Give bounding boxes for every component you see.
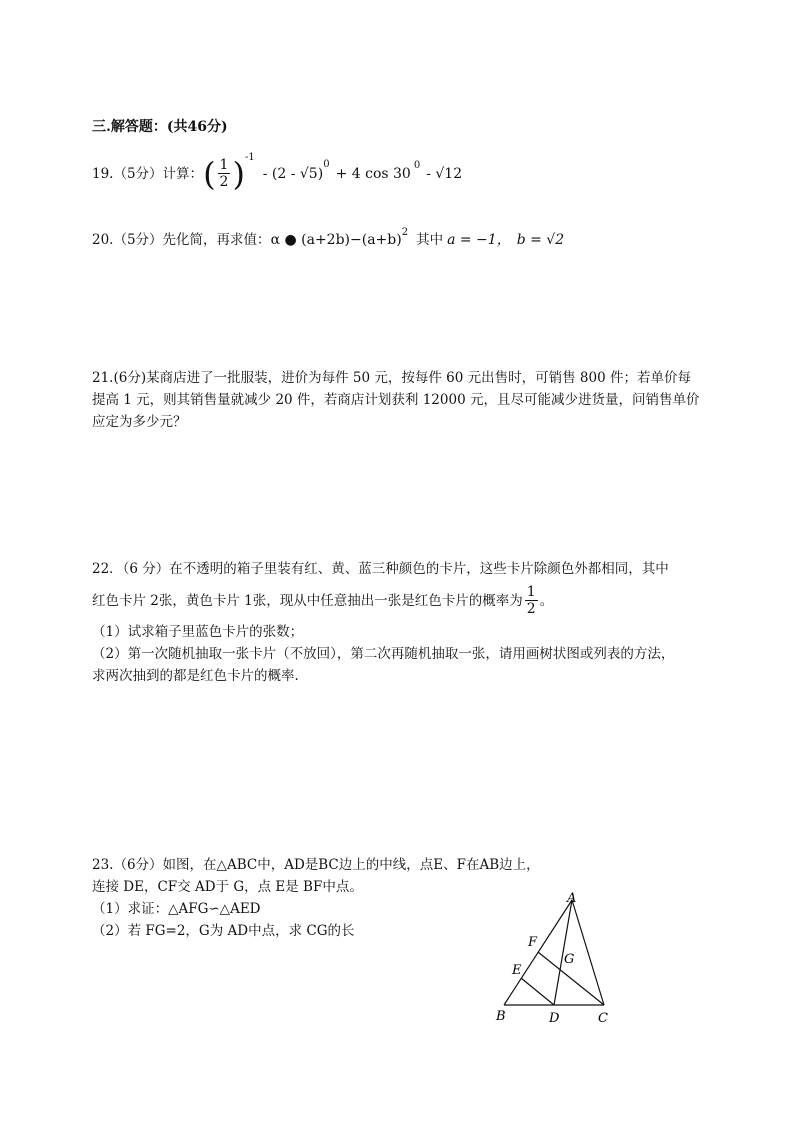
q22-line-1: 22．（6 分）在不透明的箱子里装有红、黄、蓝三种颜色的卡片，这些卡片除颜色外都相同，其中 xyxy=(92,561,669,577)
q23-line-2: 连接 DE，CF交 AD于 G，点 E是 BF中点。 xyxy=(92,879,363,895)
q23-line-1: 23.（6分）如图，在△ABC中，AD是BC边上的中线，点E、F在AB边上， xyxy=(92,857,540,873)
q19-fraction xyxy=(218,157,231,190)
question-19 xyxy=(92,151,463,193)
q19-frac-numerator: 1 xyxy=(219,157,229,173)
q19-term-3: + 4 cos 30 xyxy=(335,165,411,182)
q22-sub-1: （1）试求箱子里蓝色卡片的张数； xyxy=(92,624,304,640)
label-d: D xyxy=(549,1011,560,1026)
q22-line-2-suffix: 。 xyxy=(539,592,554,609)
label-f: F xyxy=(528,935,538,950)
q22-line-2 xyxy=(92,584,553,617)
q20-prefix: 20.（5分）先化简，再求值： xyxy=(92,232,271,248)
label-e: E xyxy=(512,963,522,978)
label-b: B xyxy=(496,1009,506,1024)
q19-frac-denominator: 2 xyxy=(219,174,229,190)
side-ac xyxy=(572,900,604,1005)
q20-condition-a: a = −1， xyxy=(447,232,511,248)
q22-frac-denominator: 2 xyxy=(526,601,536,617)
q20-condition-label: 其中 xyxy=(416,232,444,248)
q21-line-1: 21.(6分)某商店进了一批服装，进价为每件 50 元，按每件 60 元出售时，可销售 800 件；若单价每 xyxy=(92,370,691,386)
q19-exponent-1: -1 xyxy=(244,151,255,163)
label-g: G xyxy=(564,952,575,967)
q19-term-4: - √12 xyxy=(426,165,463,182)
q20-exponent: 2 xyxy=(401,227,409,238)
q19-prefix: 19.（5分）计算： xyxy=(92,165,204,182)
q19-exponent-2: 0 xyxy=(323,158,330,170)
question-20 xyxy=(92,227,565,250)
q22-fraction xyxy=(525,584,538,617)
q21-line-2: 提高 1 元，则其销售量就减少 20 件，若商店计划获利 12000 元，且尽可能减少进货量，问销售单价 xyxy=(92,392,700,408)
q19-paren-close: ) xyxy=(232,154,245,193)
q22-sub-2-line-2: 求两次抽到的都是红色卡片的概率. xyxy=(92,668,299,684)
q20-expression: α ● (a+2b)−(a+b) xyxy=(270,232,402,248)
q20-condition-b: b = √2 xyxy=(516,232,565,248)
q19-degree: 0 xyxy=(413,159,421,171)
label-c: C xyxy=(598,1011,608,1026)
segment-de xyxy=(521,978,554,1005)
q22-line-2-prefix: 红色卡片 2张，黄色卡片 1张，现从中任意抽出一张是红色卡片的概率为 xyxy=(92,592,523,609)
triangle-diagram xyxy=(490,890,620,1030)
q22-frac-numerator: 1 xyxy=(526,584,536,600)
q23-sub-1: （1）求证：△AFG∽△AED xyxy=(92,901,261,917)
q21-line-3: 应定为多少元？ xyxy=(92,414,187,430)
q19-paren-open: ( xyxy=(203,154,216,193)
q22-sub-2-line-1: （2）第一次随机抽取一张卡片（不放回），第二次再随机抽取一张，请用画树状图或列表的方法， xyxy=(92,646,675,662)
section-title: 三.解答题：(共46分) xyxy=(92,119,228,135)
label-a: A xyxy=(567,891,577,906)
q19-term-2: - (2 - √5) xyxy=(262,165,324,182)
q23-sub-2: （2）若 FG=2，G为 AD中点，求 CG的长 xyxy=(92,923,355,939)
